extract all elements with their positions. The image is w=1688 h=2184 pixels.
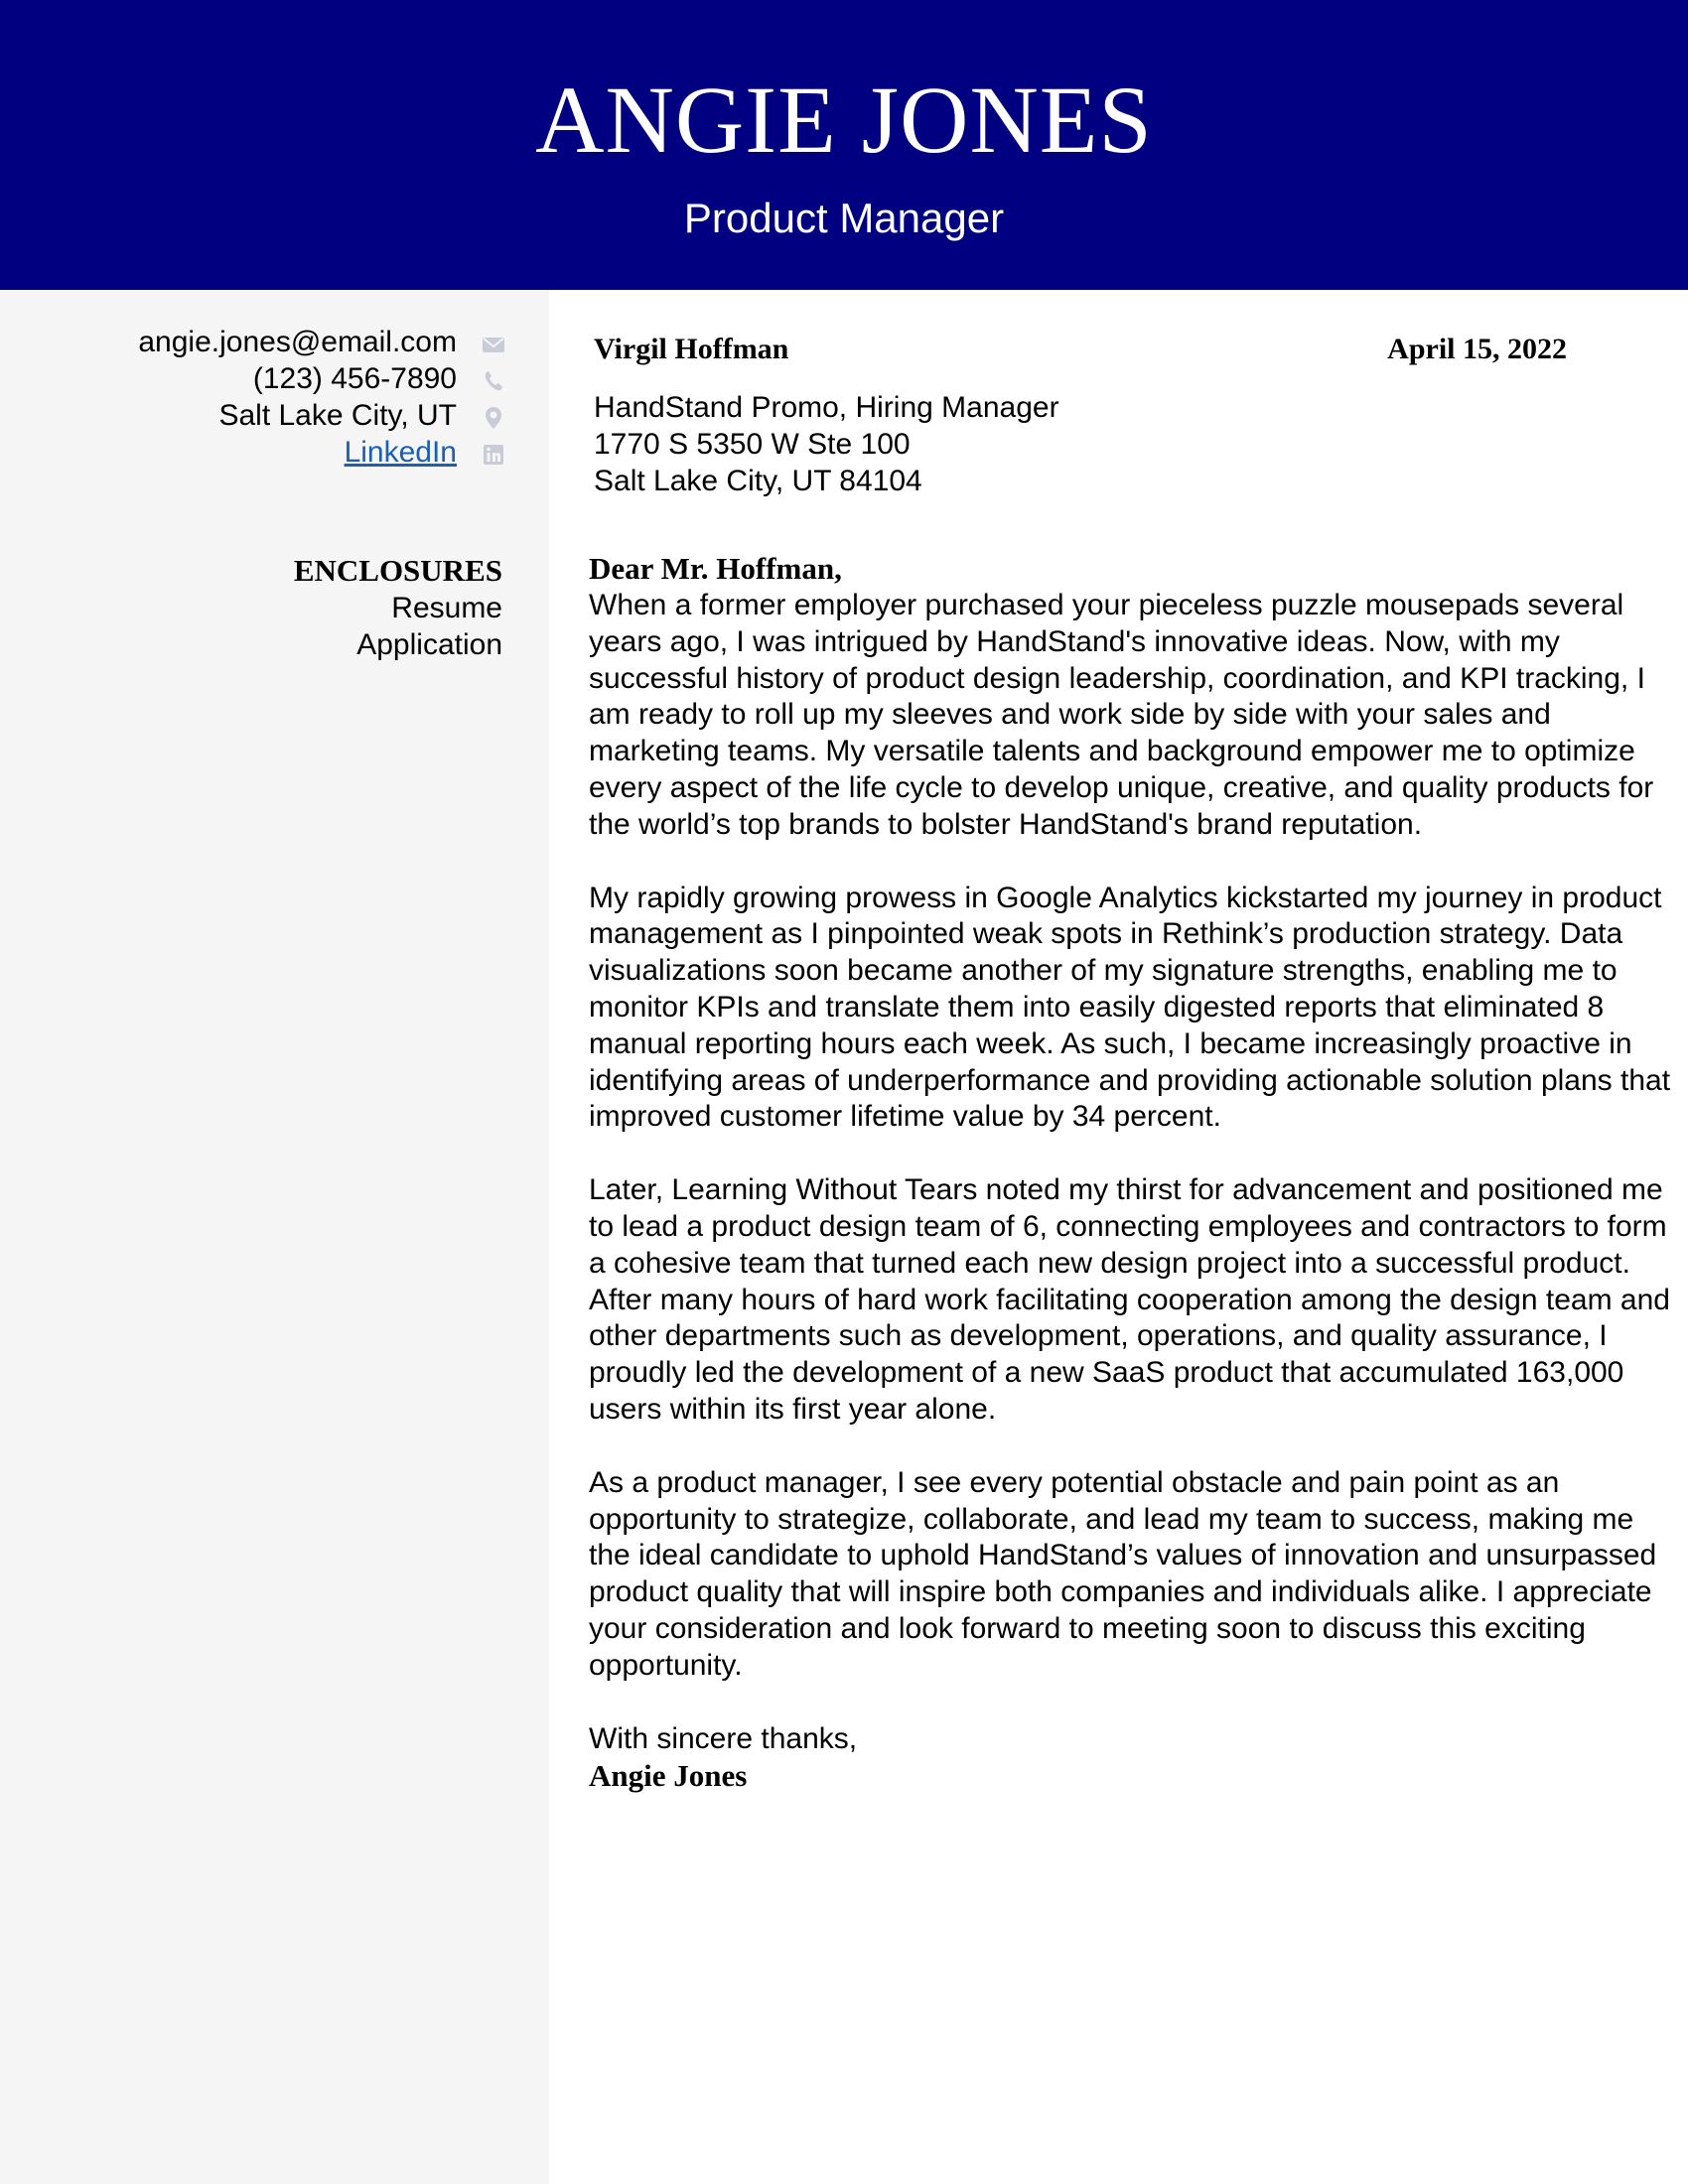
phone-text: (123) 456-7890 [252, 362, 457, 395]
enclosures-heading: ENCLOSURES [293, 553, 502, 588]
address-line: 1770 S 5350 W Ste 100 [594, 428, 911, 461]
header-banner [0, 0, 1688, 290]
enclosure-item: Application [356, 628, 502, 661]
enclosures-section [0, 552, 502, 663]
salutation: Dear Mr. Hoffman, [589, 551, 842, 586]
signature: Angie Jones [589, 1758, 748, 1794]
letter-date: April 15, 2022 [1387, 333, 1567, 365]
envelope-icon [481, 332, 506, 357]
contact-info [0, 324, 457, 471]
closing: With sincere thanks, [589, 1721, 858, 1755]
letter-body [589, 550, 1671, 1795]
recipient-address [594, 389, 1059, 499]
email-text: angie.jones@email.com [138, 326, 457, 358]
phone-icon [481, 368, 506, 394]
letter-paragraph: As a product manager, I see every potential obstacle and pain point as an opportunity to strategize, collaborate, and lead my team to success, making me the ideal candidate to uphold HandStand’s values of innovation and unsurpassed product quality that will inspire both companies and individuals alike. I appreciate your consideration and look forward to meeting soon to discuss this exciting opportunity. [589, 1465, 1657, 1682]
location-pin-icon [481, 405, 506, 431]
letter-paragraph: My rapidly growing prowess in Google Analytics kickstarted my journey in product management as I pinpointed weak spots in Rethink’s production strategy. Data visualizations soon became another of my signature strengths, enabling me to monitor KPIs and translate them into easily digested reports that eliminated 8 manual reporting hours each week. As such, I became increasingly proactive in identifying areas of underperformance and providing actionable solution plans that improved customer lifetime value by 34 percent. [589, 881, 1671, 1134]
contact-icons [481, 332, 506, 478]
applicant-name: ANGIE JONES [535, 67, 1153, 173]
letter-paragraph: Later, Learning Without Tears noted my thirst for advancement and positioned me to lead a product design team of 6, connecting employees and contractors to form a cohesive team that turned each new design project into a successful product. After many hours of hard work facilitating cooperation among the design team and other departments such as development, operations, and quality assurance, I proudly led the development of a new SaaS product that accumulated 163,000 users within its first year alone. [589, 1173, 1670, 1426]
location-text: Salt Lake City, UT [218, 399, 457, 432]
enclosure-item: Resume [391, 592, 502, 624]
job-title: Product Manager [683, 195, 1005, 241]
linkedin-icon [481, 442, 506, 468]
recipient-name: Virgil Hoffman [594, 333, 789, 365]
address-line: HandStand Promo, Hiring Manager [594, 391, 1059, 424]
linkedin-link[interactable]: LinkedIn [344, 436, 457, 469]
letter-paragraph: When a former employer purchased your pieceless puzzle mousepads several years ago, I was intrigued by HandStand's innovative ideas. Now, with my successful history of product design leadership, coordination, and KPI tracking, I am ready to roll up my sleeves and work side by side with your sales and marketing teams. My versatile talents and background empower me to optimize every aspect of the life cycle to develop unique, creative, and quality products for the world’s top brands to bolster HandStand's brand reputation. [589, 589, 1654, 841]
address-line: Salt Lake City, UT 84104 [594, 465, 922, 497]
